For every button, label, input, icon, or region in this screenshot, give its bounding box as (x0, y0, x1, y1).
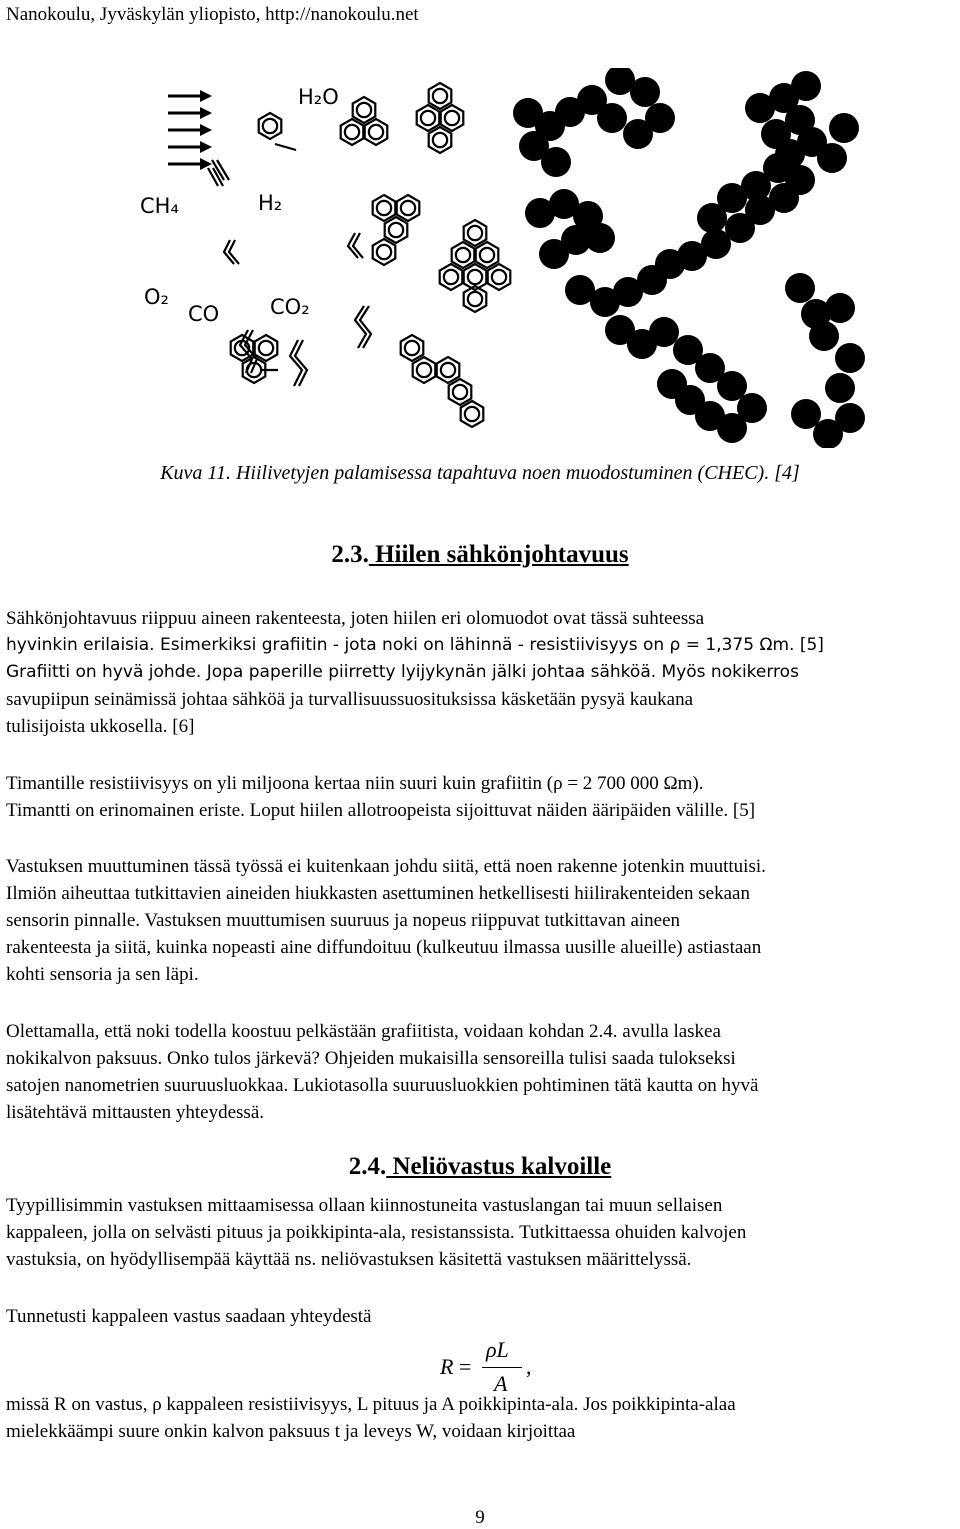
text-line: kohti sensoria ja sen läpi. (6, 964, 199, 985)
text-line: kappaleen, jolla on selvästi pituus ja poikkipinta-ala, resistanssista. Tutkittaessa ohuiden kalvojen (6, 1222, 747, 1243)
aromatic-circle (377, 201, 391, 215)
paragraph-resistance-change (6, 853, 956, 988)
section-title: Neliövastus kalvoille (386, 1153, 612, 1180)
aromatic-circle (345, 125, 359, 139)
aromatic-circle (433, 89, 447, 103)
text-line: Timantti on erinomainen eriste. Loput hiilen allotroopeista sijoittuvat näiden ääripäiden välille. [5] (6, 800, 756, 821)
text-line: Grafiitti on hyvä johde. Jopa paperille piirretty lyijykynän jälki johtaa sähköä. Myös nokikerros (6, 662, 799, 682)
aromatic-circle (465, 407, 479, 421)
h2o-label: H₂O (298, 85, 339, 109)
figure-caption: Kuva 11. Hiilivetyjen palamisessa tapahtuva noen muodostuminen (CHEC). [4] (160, 462, 800, 484)
aromatic-circle (468, 270, 482, 284)
aromatic-circle (357, 103, 371, 117)
soot-particle (541, 147, 571, 177)
soot-formation-illustration (100, 68, 880, 448)
text-line: missä R on vastus, ρ kappaleen resistiivisyys, L pituus ja A poikkipinta-ala. Jos poikkipinta-alaa (6, 1394, 736, 1415)
section-heading-2-4 (0, 1153, 960, 1181)
text-line: Vastuksen muuttuminen tässä työssä ei kuitenkaan johdu siitä, että noen rakenne jotenkin muuttuisi. (6, 856, 766, 877)
soot-particle (785, 273, 815, 303)
text-line: vastuksia, on hyödyllisempää käyttää ns. neliövastuksen käsitettä vastuksen määrittelyssä. (6, 1249, 692, 1270)
aromatic-circle (263, 119, 277, 133)
aromatic-circle (377, 245, 391, 259)
formula-lhs: R (440, 1354, 454, 1379)
section-title: Hiilen sähkönjohtavuus (368, 541, 629, 568)
soot-particle (791, 399, 821, 429)
chain-molecule (208, 168, 218, 186)
text-line: mielekkäämpi suure onkin kalvon paksuus t ja leveys W, voidaan kirjoittaa (6, 1421, 576, 1442)
text-line: rakenteesta ja siitä, kuinka nopeasti aine diffundoituu (kulkeutuu ilmassa uusille alueille) astiastaan (6, 937, 762, 958)
arrow-head (200, 124, 212, 136)
text-line: hyvinkin erilaisia. Esimerkiksi grafiitin - jota noki on lähinnä - resistiivisyys on ρ = 1,375 Ωm. [5] (6, 635, 824, 655)
aromatic-circle (417, 363, 431, 377)
ch4-label: CH₄ (140, 194, 179, 218)
text-line: Tyypillisimmin vastuksen mittaamisessa ollaan kiinnostuneita vastuslangan tai muun sellaisen (6, 1195, 723, 1216)
soot-particle (791, 71, 821, 101)
text-line: sensorin pinnalle. Vastuksen muuttumisen suuruus ja nopeus riippuvat tutkittavan aineen (6, 910, 681, 931)
soot-particle (657, 369, 687, 399)
soot-particle (835, 343, 865, 373)
section-heading-2-3 (0, 541, 960, 569)
formula-denominator: A (494, 1371, 508, 1396)
soot-particle (585, 223, 615, 253)
aromatic-circle (453, 385, 467, 399)
soot-particle (825, 373, 855, 403)
soot-particle (623, 119, 653, 149)
bond-line (275, 144, 296, 150)
text-line: Olettamalla, että noki todella koostuu pelkästään grafiitista, voidaan kohdan 2.4. avulla laskea (6, 1021, 721, 1042)
soot-particle (539, 239, 569, 269)
aromatic-circle (259, 341, 273, 355)
aromatic-circle (444, 270, 458, 284)
text-line: nokikalvon paksuus. Onko tulos järkevä? Ohjeiden mukaisilla sensoreilla tulisi saada tulokseksi (6, 1048, 736, 1069)
paragraph-definitions (6, 1391, 956, 1445)
paragraph-conductivity (6, 605, 956, 740)
formula-comma: , (526, 1354, 532, 1379)
co2-label: CO₂ (270, 295, 310, 319)
aromatic-circle (433, 133, 447, 147)
soot-particle (817, 143, 847, 173)
paragraph-thickness-task (6, 1018, 956, 1126)
aromatic-circle (468, 292, 482, 306)
soot-particle (829, 113, 859, 143)
fraction-bar (482, 1367, 522, 1368)
page-number: 9 (475, 1507, 485, 1528)
section-number: 2.3. (331, 541, 369, 568)
aromatic-rings-group (231, 83, 511, 427)
resistance-formula (440, 1335, 580, 1399)
aromatic-circle (389, 223, 403, 237)
chain-molecules-group (208, 160, 371, 386)
o2-label: O₂ (144, 285, 169, 309)
page-header: Nanokoulu, Jyväskylän yliopisto, http://nanokoulu.net (6, 4, 419, 25)
arrow-head (200, 90, 212, 102)
arrows-group (168, 90, 212, 170)
arrow-head (200, 141, 212, 153)
soot-particle (825, 293, 855, 323)
paragraph-formula-intro (6, 1303, 956, 1330)
text-line: satojen nanometrien suuruusluokkaa. Lukiotasolla suuruusluokkien pohtiminen tätä kautta on hyvä (6, 1075, 759, 1096)
paragraph-diamond (6, 770, 956, 824)
formula-equals: = (459, 1354, 472, 1379)
aromatic-circle (492, 270, 506, 284)
text-line: savupiipun seinämissä johtaa sähköä ja turvallisuussuosituksissa käsketään pysyä kaukana (6, 689, 694, 710)
text-line: Timantille resistiivisyys on yli miljoona kertaa niin suuri kuin grafiitin (ρ = 2 700 000 Ωm). (6, 773, 704, 794)
arrow-head (200, 158, 212, 170)
formula-numerator: ρL (486, 1337, 509, 1362)
aromatic-circle (456, 248, 470, 262)
text-line: Ilmiön aiheuttaa tutkittavien aineiden hiukkasten asettuminen hetkellisesti hiilirakenteiden sekaan (6, 883, 750, 904)
aromatic-circle (445, 111, 459, 125)
text-line: Tunnetusti kappaleen vastus saadaan yhteydestä (6, 1306, 372, 1327)
soot-particle (809, 321, 839, 351)
text-line: tulisijoista ukkosella. [6] (6, 716, 195, 737)
soot-particle (630, 77, 660, 107)
aromatic-circle (401, 201, 415, 215)
co-label: CO (188, 302, 220, 326)
text-line: Sähkönjohtavuus riippuu aineen rakenteesta, joten hiilen eri olomuodot ovat tässä suhteessa (6, 608, 705, 629)
arrow-head (200, 107, 212, 119)
aromatic-circle (405, 341, 419, 355)
text-line: lisätehtävä mittausten yhteydessä. (6, 1102, 265, 1123)
aromatic-circle (369, 125, 383, 139)
soot-formation-figure (100, 68, 880, 448)
soot-particle (697, 203, 727, 233)
paragraph-sheet-resistance (6, 1192, 956, 1273)
aromatic-circle (441, 363, 455, 377)
aromatic-circle (468, 226, 482, 240)
aromatic-circle (480, 248, 494, 262)
soot-particles-group (513, 68, 865, 448)
h2-label: H₂ (258, 191, 283, 215)
soot-particle (649, 317, 679, 347)
aromatic-circle (421, 111, 435, 125)
section-number: 2.4. (348, 1153, 387, 1180)
soot-particle (597, 103, 627, 133)
